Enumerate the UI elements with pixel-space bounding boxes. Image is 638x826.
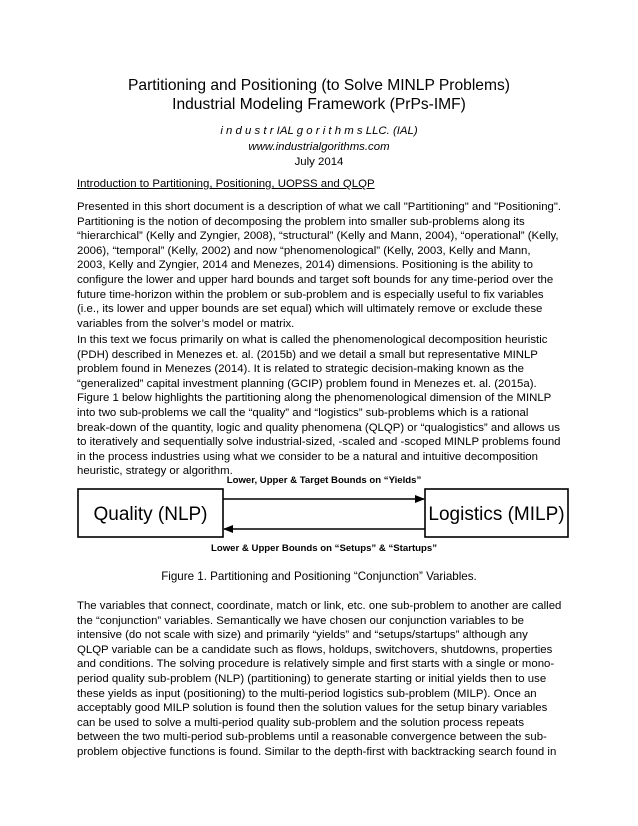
paragraph-line: QLQP variable can be a candidate such as flows, holdups, switchovers, shutdowns, properties bbox=[77, 643, 553, 656]
paragraph-line: problem found in Menezes (2014). It is related to strategic decision-making known as the bbox=[77, 363, 524, 376]
paragraph-line: 2006), “temporal” (Kelly, 2002) and now “phenomenological” (Kelly, 2003, Kelly and Mann, bbox=[77, 244, 531, 257]
paragraph-line: heuristic, strategy or algorithm. bbox=[77, 465, 233, 478]
paragraph-line: “generalized” capital investment planning (GCIP) problem found in Menezes et. al. (2015a). bbox=[77, 377, 537, 390]
paragraph-1 bbox=[77, 200, 567, 331]
paragraph-line: these yields as input (positioning) to the multi-period logistics sub-problem (MILP). Once an bbox=[77, 687, 537, 700]
paragraph-line: Figure 1 below highlights the partitioning along the phenomenological dimension of the MINLP bbox=[77, 392, 552, 405]
paragraph-line: In this text we focus primarily on what is called the phenomenological decomposition heuristic bbox=[77, 334, 548, 346]
paragraph-line: can be used to solve a multi-period quality sub-problem and the solution process repeats bbox=[77, 716, 525, 729]
paragraph-line: into two sub-problems we call the “quality” and “logistics” sub-problems which is a rational bbox=[77, 406, 529, 419]
paragraph-line: acceptably good MILP solution is found then the solution values for the setup binary variables bbox=[77, 702, 548, 715]
paragraph-line: Presented in this short document is a description of what we call "Partitioning" and "Positioning". bbox=[77, 201, 562, 213]
logistics-milp-label: Logistics (MILP) bbox=[428, 504, 565, 525]
paragraph-line: 2003, Kelly and Zyngier, 2014 and Menezes, 2014) dimensions. Positioning is the ability to bbox=[77, 259, 533, 272]
paragraph-line: to iteratively and sequentially solve industrial-sized, -scaled and -scoped MINLP problems found bbox=[77, 436, 561, 449]
paragraph-2 bbox=[77, 333, 567, 479]
paragraph-line: Partitioning is the notion of decomposing the problem into smaller sub-problems along its bbox=[77, 215, 525, 228]
paragraph-line: period quality sub-problem (NLP) (partitioning) to generate starting or initial yields then to use bbox=[77, 672, 547, 685]
paragraph-3 bbox=[77, 599, 567, 760]
paragraph-line: “hierarchical” (Kelly and Zyngier, 2008), “structural” (Kelly and Mann, 2004), “operational” (Kelly, bbox=[77, 230, 559, 243]
company-name: i n d u s t r IAL g o r i t h m s LLC. (IAL) bbox=[220, 125, 418, 137]
website: www.industrialgorithms.com bbox=[248, 140, 390, 153]
paragraph-line: variables from the solver’s model or matrix. bbox=[77, 317, 295, 330]
paragraph-line: The variables that connect, coordinate, match or link, etc. one sub-problem to another are called bbox=[77, 600, 562, 612]
paragraph-line: configure the lower and upper hard bounds and target soft bounds for any time-period over the bbox=[77, 273, 554, 286]
paragraph-line: problem objective functions is found. Similar to the depth-first with backtracking search found in bbox=[77, 745, 557, 758]
paragraph-line: intensive (do not scale with size) and primarily “yields” and “setups/startups” although any bbox=[77, 629, 528, 642]
title-line-1: Partitioning and Positioning (to Solve MINLP Problems) bbox=[128, 77, 510, 94]
paragraph-line: and conditions. The solving procedure is relatively simple and first starts with a single or mono- bbox=[77, 658, 555, 671]
figure-1-diagram bbox=[0, 470, 638, 560]
paragraph-line: the “conjunction” variables. Semantically we have chosen our conjunction variables to be bbox=[77, 614, 525, 627]
bottom-arrow-label: Lower & Upper Bounds on “Setups” & “Startups” bbox=[211, 543, 437, 554]
top-arrow-label: Lower, Upper & Target Bounds on “Yields” bbox=[226, 475, 422, 486]
paragraph-line: break-down of the quantity, logic and quality phenomena (QLQP) or “qualogistics” and allows us bbox=[77, 421, 560, 434]
paragraph-line: future time-horizon within the problem or sub-problem and is especially useful to fix variables bbox=[77, 288, 544, 301]
paragraph-line: (PDH) described in Menezes et. al. (2015b) and we detail a small but representative MINLP bbox=[77, 348, 538, 361]
document-meta bbox=[60, 124, 578, 171]
document-date: July 2014 bbox=[294, 156, 344, 168]
section-heading: Introduction to Partitioning, Positioning, UOPSS and QLQP bbox=[77, 178, 375, 190]
paragraph-line: (i.e., its lower and upper bounds are set equal) which will ultimately remove or exclude these bbox=[77, 303, 543, 316]
figure-caption: Figure 1. Partitioning and Positioning “Conjunction” Variables. bbox=[161, 570, 477, 583]
paragraph-line: between the two multi-period sub-problems until a reasonable convergence between the sub- bbox=[77, 731, 547, 744]
quality-nlp-label: Quality (NLP) bbox=[93, 504, 208, 525]
document-title bbox=[60, 76, 578, 114]
paragraph-line: in the process industries using what we consider to be a natural and intuitive decomposition bbox=[77, 450, 538, 463]
title-line-2: Industrial Modeling Framework (PrPs-IMF) bbox=[172, 96, 466, 113]
